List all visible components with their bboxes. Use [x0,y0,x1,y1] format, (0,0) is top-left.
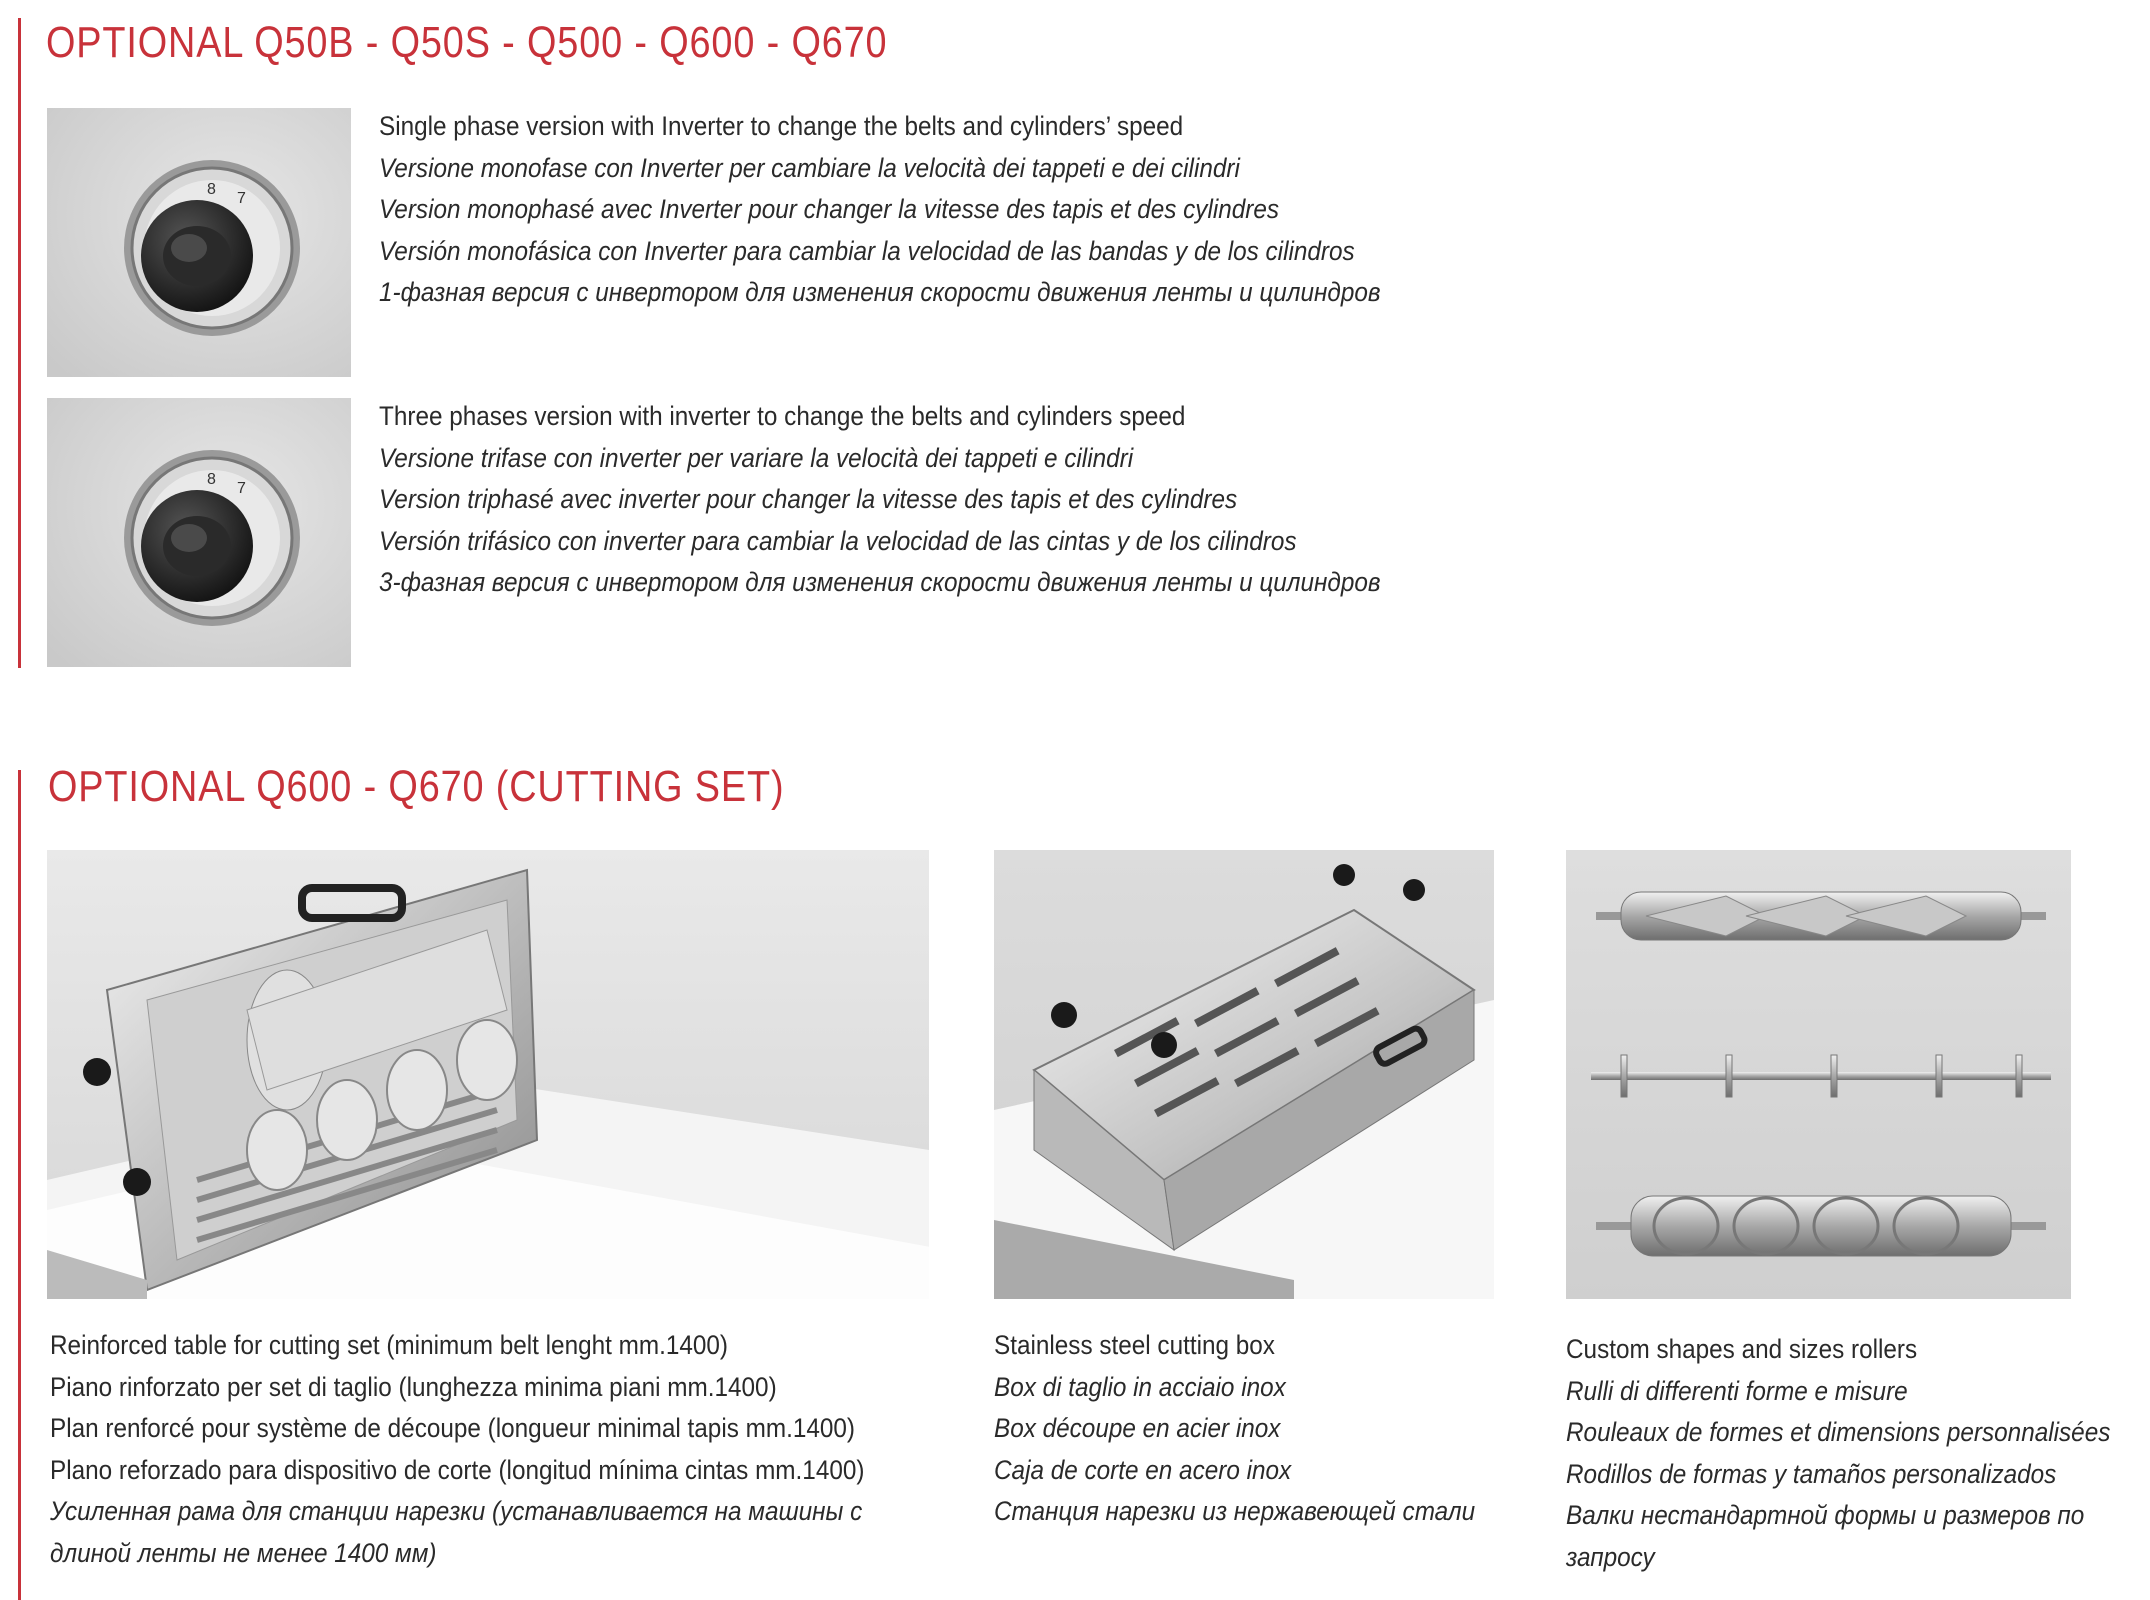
item-line-fr: Version triphasé avec inverter pour changer la vitesse des tapis et des cylindres [379,484,1238,514]
item-line-it: Versione trifase con inverter per variare la velocità dei tappeti e cilindri [379,442,1134,473]
item-line-ru: Станция нарезки из нержавеющей стали [994,1496,1476,1526]
section1-title: OPTIONAL Q50B - Q50S - Q500 - Q600 - Q670 [46,18,888,67]
speed-dial-photo-1 [47,108,351,377]
item-line-it: Box di taglio in acciaio inox [994,1371,1286,1402]
section2-item2-text [994,1325,1475,1533]
svg-text:7: 7 [237,190,246,207]
item-line-en: Custom shapes and sizes rollers [1566,1334,1918,1364]
item-line-ru: 1-фазная версия с инвертором для изменения скорости движения ленты и цилиндров [379,277,1381,307]
svg-text:8: 8 [207,181,216,198]
item-line-fr: Plan renforcé pour système de découpe (longueur minimal tapis mm.1400) [50,1413,856,1443]
item-line-en: Stainless steel cutting box [994,1330,1275,1360]
section1-item1-text [379,106,1381,314]
item-line-ru: Валки нестандартной формы и размеров по [1566,1500,2085,1530]
item-line-en: Three phases version with inverter to change the belts and cylinders speed [379,401,1186,431]
item-line-fr: Rouleaux de formes et dimensions personnalisées [1566,1417,2111,1447]
item-line-ru: 3-фазная версия с инвертором для изменения скорости движения ленты и цилиндров [379,567,1381,597]
item-line-ru-cont: длиной ленты не менее 1400 мм) [50,1537,437,1568]
item-line-es: Rodillos de formas y tamaños personalizados [1566,1458,2057,1489]
item-line-es: Versión monofásica con Inverter para cambiar la velocidad de las bandas y de los cilindros [379,235,1355,266]
speed-dial-photo-2 [47,398,351,667]
item-line-en: Reinforced table for cutting set (minimum belt lenght mm.1400) [50,1330,729,1360]
section1-item2-text [379,396,1381,604]
item-line-it: Piano rinforzato per set di taglio (lunghezza minima piani mm.1400) [50,1371,777,1402]
section2-accent-bar [18,770,21,1600]
section2-title: OPTIONAL Q600 - Q670 (CUTTING SET) [48,762,785,811]
rollers-photo [1566,850,2071,1299]
cutting-box-photo [994,850,1494,1299]
item-line-es: Plano reforzado para dispositivo de corte (longitud mínima cintas mm.1400) [50,1454,865,1485]
section2-item3-text [1566,1329,2110,1578]
item-line-ru-cont: запросу [1566,1541,1655,1572]
svg-text:8: 8 [207,471,216,488]
item-line-it: Rulli di differenti forme e misure [1566,1375,1908,1406]
item-line-en: Single phase version with Inverter to change the belts and cylinders’ speed [379,111,1184,141]
item-line-es: Versión trifásico con inverter para cambiar la velocidad de las cintas y de los cilindros [379,525,1297,556]
item-line-ru: Усиленная рама для станции нарезки (устанавливается на машины с [50,1496,863,1526]
svg-text:7: 7 [237,480,246,497]
reinforced-table-photo [47,850,929,1299]
item-line-it: Versione monofase con Inverter per cambiare la velocità dei tappeti e dei cilindri [379,152,1240,183]
item-line-es: Caja de corte en acero inox [994,1454,1292,1485]
item-line-fr: Version monophasé avec Inverter pour changer la vitesse des tapis et des cylindres [379,194,1280,224]
section2-item1-text [50,1325,864,1574]
section1-accent-bar [18,18,21,668]
item-line-fr: Box découpe en acier inox [994,1413,1281,1443]
